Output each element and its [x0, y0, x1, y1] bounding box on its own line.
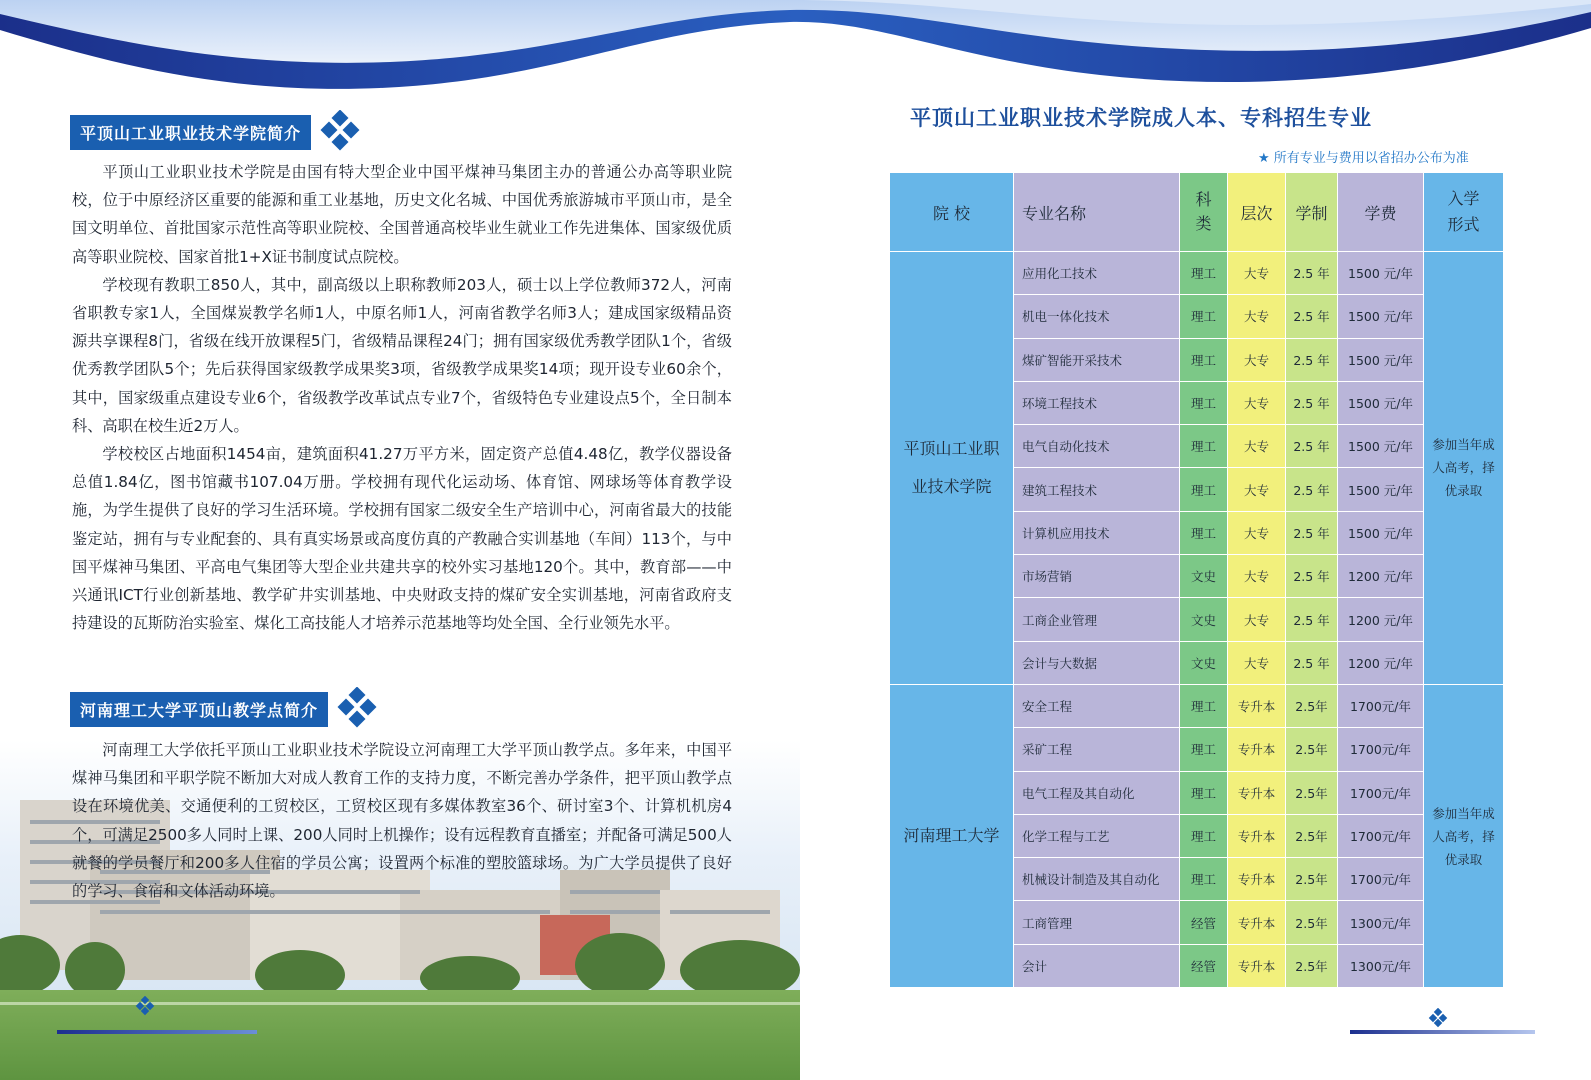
cell-fee: 1500 元/年 [1338, 295, 1424, 338]
table-row [890, 252, 1504, 295]
cell-major: 化学工程与工艺 [1014, 814, 1180, 857]
cell-major: 环境工程技术 [1014, 381, 1180, 424]
header-fee: 学费 [1338, 173, 1424, 252]
cell-fee: 1700元/年 [1338, 814, 1424, 857]
cell-major: 工商企业管理 [1014, 598, 1180, 641]
cell-years: 2.5年 [1286, 814, 1338, 857]
cell-fee: 1700元/年 [1338, 858, 1424, 901]
cell-category: 文史 [1180, 555, 1228, 598]
cell-fee: 1700元/年 [1338, 728, 1424, 771]
cell-level: 专升本 [1228, 944, 1286, 987]
section1-paragraph: 平顶山工业职业技术学院是由国有特大型企业中国平煤神马集团主办的普通公办高等职业院校，位于中原经济区重要的能源和重工业基地，历史文化名城、中国优秀旅游城市平顶山市，是全国文明单位、首批国家示范性高等职业院校、全国普通高校毕业生就业工作先进集体、国家级优质高等职业院校、国家首批1+X证书制度试点院校。 [72, 163, 732, 266]
cell-years: 2.5 年 [1286, 338, 1338, 381]
cell-fee: 1500 元/年 [1338, 381, 1424, 424]
cell-fee: 1200 元/年 [1338, 641, 1424, 684]
cell-category: 经管 [1180, 901, 1228, 944]
cell-years: 2.5年 [1286, 728, 1338, 771]
header-category: 科类 [1180, 173, 1228, 252]
header-years: 学制 [1286, 173, 1338, 252]
cell-level: 大专 [1228, 468, 1286, 511]
section2-body [72, 736, 732, 905]
cell-years: 2.5年 [1286, 684, 1338, 727]
cell-major: 建筑工程技术 [1014, 468, 1180, 511]
cell-level: 专升本 [1228, 728, 1286, 771]
footer-line-right [1350, 1030, 1535, 1034]
cell-level: 专升本 [1228, 684, 1286, 727]
cell-category: 理工 [1180, 684, 1228, 727]
diamond-icon [319, 110, 363, 154]
cell-level: 大专 [1228, 641, 1286, 684]
cell-fee: 1500 元/年 [1338, 425, 1424, 468]
section2-header [70, 687, 380, 731]
cell-category: 理工 [1180, 338, 1228, 381]
cell-years: 2.5年 [1286, 771, 1338, 814]
cell-fee: 1700元/年 [1338, 684, 1424, 727]
cell-fee: 1500 元/年 [1338, 468, 1424, 511]
cell-mode: 参加当年成人高考，择优录取 [1424, 252, 1504, 685]
cell-major: 会计与大数据 [1014, 641, 1180, 684]
cell-fee: 1500 元/年 [1338, 511, 1424, 554]
section1-body [72, 158, 732, 637]
cell-years: 2.5 年 [1286, 425, 1338, 468]
enrollment-note: ★ 所有专业与费用以省招办公布为准 [1258, 151, 1469, 166]
cell-mode: 参加当年成人高考，择优录取 [1424, 684, 1504, 987]
section1-paragraph: 学校校区占地面积1454亩，建筑面积41.27万平方米，固定资产总值4.48亿，教学仪器设备总值1.84亿，图书馆藏书107.04万册。学校拥有现代化运动场、体育馆、网球场等体育教学设施，为学生提供了良好的学习生活环境。学校拥有国家二级安全生产培训中心，河南省最大的技能鉴定站，拥有与专业配套的、具有真实场景或高度仿真的产教融合实训基地（车间）113个，与中国平煤神马集团、平高电气集团等大型企业共建共享的校外实习基地120个。其中，教育部——中兴通讯ICT行业创新基地、教学矿井实训基地、中央财政支持的煤矿安全实训基地，河南省政府支持建设的瓦斯防治实验室、煤化工高技能人才培养示范基地等均处全国、全行业领先水平。 [72, 445, 732, 633]
cell-major: 计算机应用技术 [1014, 511, 1180, 554]
cell-major: 煤矿智能开采技术 [1014, 338, 1180, 381]
cell-major: 会计 [1014, 944, 1180, 987]
header-mode: 入学形式 [1424, 173, 1504, 252]
cell-years: 2.5 年 [1286, 641, 1338, 684]
section2-title: 河南理工大学平顶山教学点简介 [70, 692, 328, 727]
cell-years: 2.5 年 [1286, 555, 1338, 598]
cell-major: 应用化工技术 [1014, 252, 1180, 295]
cell-level: 大专 [1228, 598, 1286, 641]
cell-years: 2.5 年 [1286, 468, 1338, 511]
cell-school: 平顶山工业职业技术学院 [890, 252, 1014, 685]
cell-level: 专升本 [1228, 858, 1286, 901]
cell-category: 理工 [1180, 425, 1228, 468]
small-diamond-icon [135, 996, 155, 1016]
cell-level: 大专 [1228, 295, 1286, 338]
cell-category: 经管 [1180, 944, 1228, 987]
cell-years: 2.5 年 [1286, 511, 1338, 554]
cell-level: 大专 [1228, 338, 1286, 381]
cell-major: 市场营销 [1014, 555, 1180, 598]
small-diamond-icon [1428, 1008, 1448, 1028]
enrollment-table [889, 172, 1504, 988]
cell-category: 理工 [1180, 728, 1228, 771]
cell-years: 2.5 年 [1286, 252, 1338, 295]
footer-line-left [57, 1030, 257, 1034]
diamond-icon [336, 687, 380, 731]
cell-years: 2.5 年 [1286, 381, 1338, 424]
cell-level: 专升本 [1228, 901, 1286, 944]
cell-fee: 1300元/年 [1338, 944, 1424, 987]
cell-major: 电气自动化技术 [1014, 425, 1180, 468]
cell-category: 理工 [1180, 468, 1228, 511]
cell-level: 专升本 [1228, 814, 1286, 857]
header-major: 专业名称 [1014, 173, 1180, 252]
section1-title: 平顶山工业职业技术学院简介 [70, 115, 311, 150]
cell-major: 安全工程 [1014, 684, 1180, 727]
header-school: 院 校 [890, 173, 1014, 252]
header-level: 层次 [1228, 173, 1286, 252]
cell-fee: 1500 元/年 [1338, 252, 1424, 295]
cell-fee: 1200 元/年 [1338, 598, 1424, 641]
cell-fee: 1700元/年 [1338, 771, 1424, 814]
table-header-row [890, 173, 1504, 252]
cell-category: 文史 [1180, 598, 1228, 641]
cell-major: 电气工程及其自动化 [1014, 771, 1180, 814]
table-row [890, 684, 1504, 727]
cell-level: 大专 [1228, 511, 1286, 554]
cell-years: 2.5 年 [1286, 295, 1338, 338]
cell-level: 大专 [1228, 425, 1286, 468]
cell-major: 采矿工程 [1014, 728, 1180, 771]
cell-category: 理工 [1180, 295, 1228, 338]
cell-level: 大专 [1228, 555, 1286, 598]
cell-level: 大专 [1228, 252, 1286, 295]
cell-category: 理工 [1180, 252, 1228, 295]
cell-category: 文史 [1180, 641, 1228, 684]
section2-paragraph: 河南理工大学依托平顶山工业职业技术学院设立河南理工大学平顶山教学点。多年来，中国平煤神马集团和平职学院不断加大对成人教育工作的支持力度，不断完善办学条件，把平顶山教学点设在环境优美、交通便利的工贸校区，工贸校区现有多媒体教室36个、研讨室3个、计算机机房4个，可满足2500多人同时上课、200人同时上机操作；设有远程教育直播室；并配备可满足500人就餐的学员餐厅和200多人住宿的学员公寓；设置两个标准的塑胶篮球场。为广大学员提供了良好的学习、食宿和文体活动环境。 [72, 741, 732, 901]
cell-fee: 1200 元/年 [1338, 555, 1424, 598]
cell-major: 工商管理 [1014, 901, 1180, 944]
cell-fee: 1500 元/年 [1338, 338, 1424, 381]
cell-school: 河南理工大学 [890, 684, 1014, 987]
cell-category: 理工 [1180, 771, 1228, 814]
cell-years: 2.5年 [1286, 944, 1338, 987]
enrollment-title: 平顶山工业职业技术学院成人本、专科招生专业 [910, 106, 1372, 130]
cell-major: 机电一体化技术 [1014, 295, 1180, 338]
cell-years: 2.5年 [1286, 858, 1338, 901]
cell-level: 专升本 [1228, 771, 1286, 814]
cell-years: 2.5年 [1286, 901, 1338, 944]
cell-fee: 1300元/年 [1338, 901, 1424, 944]
cell-category: 理工 [1180, 858, 1228, 901]
top-wave-decoration [0, 0, 1591, 110]
cell-major: 机械设计制造及其自动化 [1014, 858, 1180, 901]
section1-paragraph: 学校现有教职工850人，其中，副高级以上职称教师203人，硕士以上学位教师372人，河南省职教专家1人，全国煤炭教学名师1人，中原名师1人，河南省教学名师3人；建成国家级精品资源共享课程8门，省级在线开放课程5门，省级精品课程24门；拥有国家级优秀教学团队1个，省级优秀教学团队5个；先后获得国家级教学成果奖3项，省级教学成果奖14项；现开设专业60余个，其中，国家级重点建设专业6个，省级教学改革试点专业7个，省级特色专业建设点5个，全日制本科、高职在校生近2万人。 [72, 275, 732, 435]
section1-header [70, 110, 363, 154]
cell-years: 2.5 年 [1286, 598, 1338, 641]
cell-category: 理工 [1180, 381, 1228, 424]
cell-category: 理工 [1180, 814, 1228, 857]
cell-category: 理工 [1180, 511, 1228, 554]
cell-level: 大专 [1228, 381, 1286, 424]
